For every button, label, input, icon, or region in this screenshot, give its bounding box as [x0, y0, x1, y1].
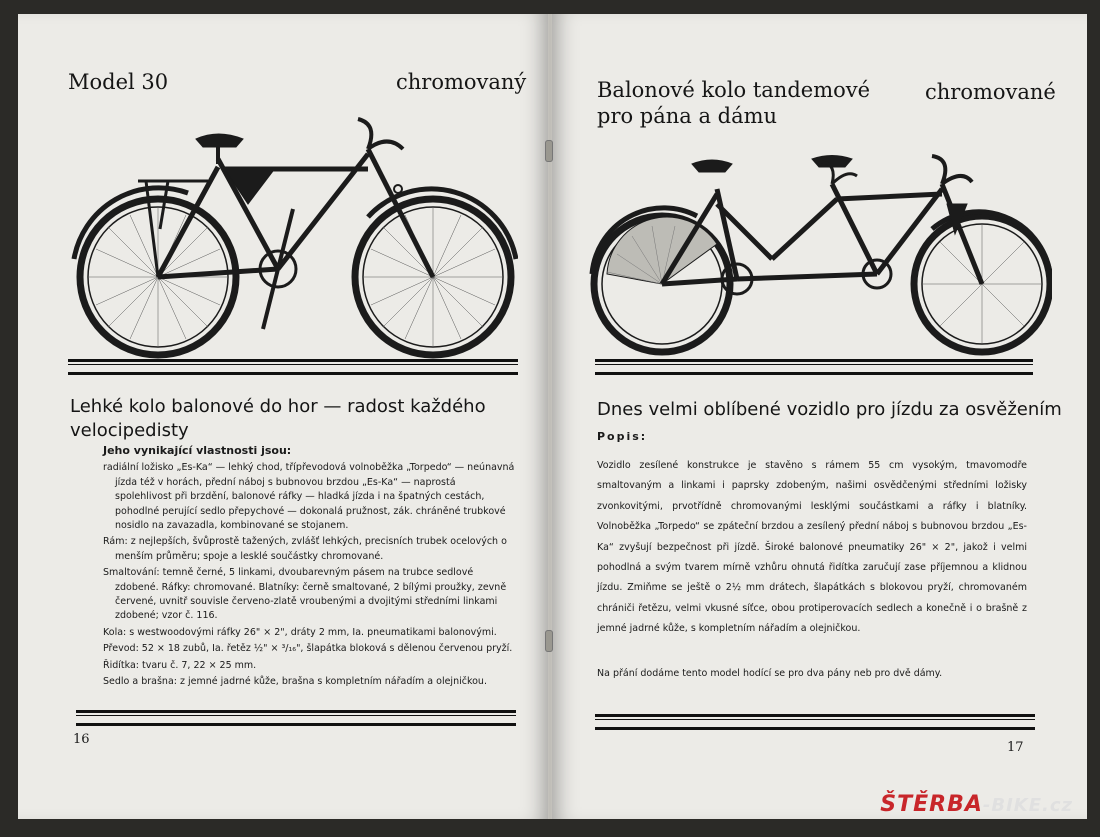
decorative-rule [595, 359, 1033, 375]
staple-bottom [545, 630, 553, 652]
watermark-brand: ŠTĚRBA [880, 792, 983, 817]
custom-order-note: Na přání dodáme tento model hodící se pro dva pány neb pro dvě dámy. [597, 668, 943, 679]
left-page [18, 14, 548, 819]
spec-saddle: Sedlo a brašna: z jemné jadrné kůže, brašna s kompletním nářadím a olejničkou. [103, 676, 487, 688]
tandem-title-line1: Balonové kolo tandemové [597, 78, 871, 102]
finish-label: chromované [925, 80, 1056, 104]
right-page [552, 14, 1087, 819]
staple-top [545, 140, 553, 162]
decorative-rule-bottom [595, 714, 1035, 730]
decorative-rule [68, 359, 518, 375]
features-intro: radiální ložisko „Es-Ka“ — lehký chod, třípřevodová volnoběžka „Torpedo“ — neúnavná jízda též v horách, přední náboj s bubnovou brzdou „Es-Ka“ — naprostá spolehlivost při brzdění, balonové ráfky — hladká jízda i na špatných cestách, pohodlné perující sedlo přepychové — dokonalá pružnost, zák. chráněné trubkové nosidlo na zavazadla, kombinované se stojanem. [103, 462, 515, 532]
left-spec-text [103, 444, 515, 692]
page-number: 17 [1007, 740, 1024, 755]
watermark-logo [880, 792, 1073, 817]
spec-gearing: Převod: 52 × 18 zubů, Ia. řetěz ½" × ³/₁₆", šlapátka bloková s dělenou červenou pryží. [103, 643, 513, 655]
finish-label: chromovaný [396, 70, 527, 94]
decorative-rule-bottom [76, 710, 516, 726]
model-title: Model 30 [68, 70, 169, 94]
description-label: Popis: [597, 430, 648, 443]
bicycle-illustration [68, 109, 518, 364]
tandem-description: Vozidlo zesílené konstrukce je stavěno s rámem 55 cm vysokým, tmavomodře smaltovaným a linkami i paprsky zdobeným, našimi osvědčenými středními ložisky zvonkovitými, prvotřídně chromovanými lesklými součástkami a ráfky i blatníky. Volnoběžka „Torpedo“ se zpáteční brzdou a zesílený přední náboj s bubnovou brzdou „Es-Ka“ zvyšují bezpečnost při jízdě. Široké balonové pneumatiky 26" × 2", jakož i velmi pohodlná a svým tvarem mírně vzhůru ohnutá řidítka zaručují zase příjemnou a klidnou jízdu. Zmiňme se ještě o 2½ mm drátech, šlapátkách s blokovou pryží, chromovaném chrániči řetězu, velmi vkusné síťce, obou protiperovacích sedlech a konečně i o brašně z jemné jadrné kůže, s kompletním nářadím a olejničkou. [597, 460, 1027, 635]
tandem-title-line2: pro pána a dámu [597, 104, 778, 128]
tandem-title [597, 77, 870, 129]
features-title: Jeho vynikající vlastnosti jsou: [103, 444, 292, 457]
right-subheading: Dnes velmi oblíbené vozidlo pro jízdu za osvěžením [597, 399, 1062, 420]
spec-frame: Rám: z nejlepších, švůprostě tažených, zvlášť lehkých, precisních trubek ocelových o menším průměru; spoje a lesklé součástky chromované. [103, 536, 507, 562]
watermark-domain: -BIKE.cz [982, 795, 1073, 816]
spec-wheels: Kola: s westwoodovými ráfky 26" × 2", dráty 2 mm, Ia. pneumatikami balonovými. [103, 626, 497, 638]
spec-enamel: Smaltování: temně černé, 5 linkami, dvoubarevným pásem na trubce sedlové zdobené. Ráfky: chromované. Blatníky: černě smaltované, 2 bílými proužky, zevně červené, uvnitř souvisle červeno-zlatě vroubenými a dvojitými středními linkami zdobené; vzor č. 116. [103, 567, 507, 622]
page-number: 16 [73, 732, 90, 747]
left-subheading: Lehké kolo balonové do hor — radost každého velocipedisty [70, 396, 486, 441]
tandem-bicycle-illustration [587, 144, 1052, 359]
spec-handlebars: Řidítka: tvaru č. 7, 22 × 25 mm. [103, 659, 257, 671]
